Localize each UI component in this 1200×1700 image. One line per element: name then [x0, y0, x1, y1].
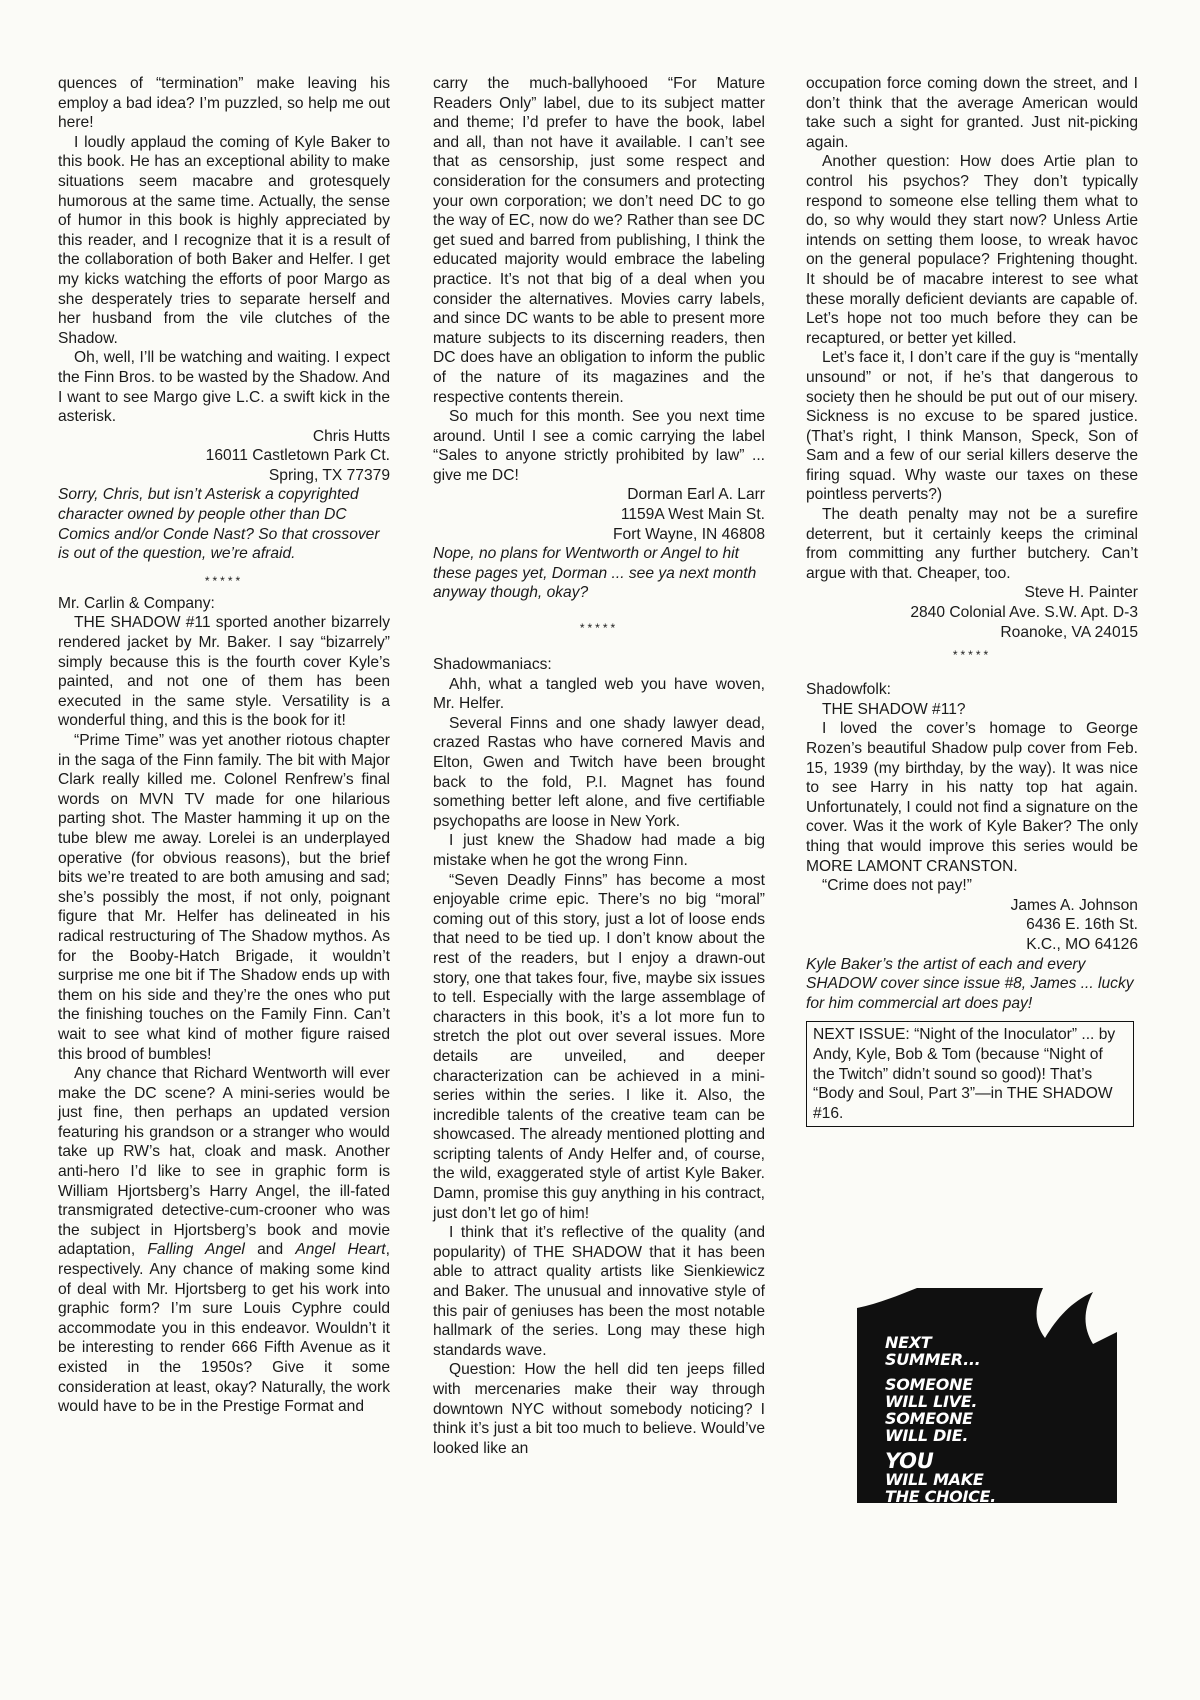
letter-signature	[433, 485, 765, 544]
letter-paragraph: carry the much-ballyhooed “For Mature Readers Only” label, due to its subject matter and theme; I’d prefer to have the book, label and all, than not have it available. I can’t see that as censorship, just some respect and consideration for the consumers and protecting your own corporation; we don’t need DC to go the way of EC, now do we? Rather than see DC get sued and barred from publishing, I think the educated majority would embrace the labeling practice. It’s not that big of a deal when you consider the alternatives. Movies carry labels, and since DC wants to be able to present more mature subjects to its discerning readers, then DC does have an obligation to inform the public of the nature of its magazines and the respective contents therein.	[433, 75, 765, 406]
letter-salutation: Mr. Carlin & Company:	[58, 594, 215, 612]
promo-line: NEXT	[885, 1333, 932, 1352]
promo-line: SOMEONE	[885, 1375, 973, 1394]
signature-address: 1159A West Main St.	[620, 506, 765, 524]
signature-address: 6436 E. 16th St.	[1026, 916, 1138, 934]
letter-paragraph	[58, 1064, 390, 1417]
section-divider: *****	[579, 621, 619, 636]
promo-line: YOU	[885, 1449, 934, 1473]
promo-line: THE CHOICE.	[885, 1487, 996, 1506]
signature-city: Fort Wayne, IN 46808	[613, 525, 765, 543]
text-run: and	[244, 1241, 296, 1259]
letter-paragraph: I loudly applaud the coming of Kyle Baker to this book. He has an exceptional ability to make situations seem macabre and grotesquely humorous at the same time. Actually, the sense of humor in this book is highly appreciated by this reader, and I recognize that it is a result of the collaboration of both Baker and Helfer. I get my kicks watching the efforts of poor Margo as she desperately tries to separate herself and her husband from the vile clutches of the Shadow.	[58, 133, 390, 347]
letter-paragraph: I loved the cover’s homage to George Rozen’s beautiful Shadow pulp cover from Feb. 15, 1939 (my birthday, by the way). It was nice to see Harry in his natty top hat again. Unfortunately, I could not find a signature on the cover. Was it the work of Kyle Baker? The only thing that would improve this series would be MORE LAMONT CRANSTON.	[806, 720, 1138, 875]
signature-city: Roanoke, VA 24015	[1000, 623, 1138, 641]
letter-paragraph: “Crime does not pay!”	[822, 877, 972, 895]
letter-paragraph: The death penalty may not be a surefire deterrent, but it certainly keeps the criminal from committing any further butchery. Can’t argue with that. Cheaper, too.	[806, 506, 1138, 582]
promo-line: SUMMER...	[885, 1350, 981, 1369]
signature-name: Chris Hutts	[312, 427, 390, 445]
promo-line: WILL LIVE.	[885, 1392, 978, 1411]
section-divider: *****	[952, 648, 992, 663]
letter-salutation: Shadowmaniacs:	[433, 656, 552, 674]
text-run: Any chance that Richard Wentworth will ever make the DC scene? A mini-series would be just fine, then perhaps an updated version featuring his grandson or a stranger who would take up RW’s hat, cloak and mask. Another anti-hero I’d like to see in graphic form is William Hjortsberg’s Harry Angel, the ill-fated transmigrated detective-cum-crooner who was the subject in Hjortsberg’s book and movie adaptation,	[58, 1065, 390, 1259]
section-divider: *****	[204, 573, 244, 588]
promo-ad	[857, 1288, 1117, 1506]
letter-paragraph: Another question: How does Artie plan to control his psychos? They don’t typically respond to someone else telling them what to do, so why would they start now? Unless Artie intends on setting them loose, to wreak havoc on the general populace? Frightening thought. It should be of macabre interest to see what these morally deficient deviants are capable of. Let’s hope not too much before they can be recaptured, or better yet killed.	[806, 153, 1138, 347]
letter-paragraph: quences of “termination” make leaving his employ a bad idea? I’m puzzled, so help me out here!	[58, 75, 390, 132]
letter-paragraph: “Seven Deadly Finns” has become a most enjoyable crime epic. There’s no big “moral” coming out of this story, just a lot of loose ends that need to be tied up. I don’t know about the rest of the readers, but I enjoy a drawn-out story, one that takes four, five, maybe six issues to tell. Especially with the large assemblage of characters in this book, it’s a lot more fun to stretch the plot out over several issues. More details are unveiled, and deeper characterization can be achieved in a mini-series within the series. I like it. Also, the incredible talents of the creative team can be showcased. The already mentioned plotting and scripting talents of Andy Helfer and, of course, the wild, exaggerated style of artist Kyle Baker. Damn, promise this guy anything in his contract, just don’t let go of him!	[433, 871, 765, 1222]
editor-reply: Nope, no plans for Wentworth or Angel to hit these pages yet, Dorman ... see ya next month anyway though, okay?	[433, 545, 757, 602]
letter-paragraph: Ahh, what a tangled web you have woven, Mr. Helfer.	[433, 675, 765, 713]
signature-name: Dorman Earl A. Larr	[627, 486, 765, 504]
letter-paragraph: So much for this month. See you next time around. Until I see a comic carrying the label “Sales to anyone strictly prohibited by law” ... give me DC!	[433, 408, 765, 484]
letter-signature	[58, 427, 390, 486]
signature-address: 16011 Castletown Park Ct.	[205, 447, 390, 465]
column-2	[433, 74, 765, 1458]
movie-title: Angel Heart	[295, 1241, 386, 1259]
letter-paragraph: Let’s face it, I don’t care if the guy is “mentally unsound” or not, if he’s that dangerous to society then he should be put out of our misery. Sickness is no excuse to be spared justice. (That’s right, I think Manson, Speck, Son of Sam and a few of our serial killers deserve the firing squad. Why waste our taxes on these pointless perverts?)	[806, 349, 1138, 504]
letter-salutation: Shadowfolk:	[806, 681, 891, 699]
editor-reply: Sorry, Chris, but isn’t Asterisk a copyrighted character owned by people other than DC Comics and/or Conde Nast? So that crossover is out of the question, we’re afraid.	[58, 486, 380, 563]
signature-name: James A. Johnson	[1010, 896, 1138, 914]
next-issue-box	[806, 1021, 1134, 1127]
signature-name: Steve H. Painter	[1024, 584, 1138, 602]
column-1	[58, 74, 390, 1417]
letter-paragraph: THE SHADOW #11 sported another bizarrely rendered jacket by Mr. Baker. I say “bizarrely” simply because this is the fourth cover Kyle’s painted, and not one of them has been executed in the same style. Versatility is a wonderful thing, and this is the book for it!	[58, 614, 390, 730]
promo-text	[885, 1334, 996, 1505]
text-run: , respectively. Any chance of making some kind of deal with Mr. Hjortsberg to get his work into graphic form? I’m sure Louis Cyphre could accommodate you in this endeavor. Wouldn’t it be interesting to render 666 Fifth Avenue as it existed in the 1950s? Give it some consideration at least, okay? Naturally, the work would have to be in the Prestige Format and	[58, 1241, 390, 1416]
letter-signature	[806, 896, 1138, 955]
letter-paragraph: occupation force coming down the street, and I don’t think that the average American would take such a sight for granted. Just nit-picking again.	[806, 75, 1138, 151]
letter-paragraph: “Prime Time” was yet another riotous chapter in the saga of the Finn family. The bit with Major Clark really killed me. Colonel Renfrew’s final words on MVN TV made for one hilarious parting shot. The Master hamming it up on the tube blew me away. Lorelei is an underplayed operative (for obvious reasons), but the brief bits we’re treated to are both amusing and sad; she’s possibly the most, if not only, poignant figure that Mr. Helfer has delineated in his radical restructuring of The Shadow mythos. As for the Booby-Hatch Brigade, it wouldn’t surprise me one bit if The Shadow ends up with them on his side and they’re the ones who put the finishing touches on the Family Finn. Can’t wait to see what kind of mother figure raised this brood of bumbles!	[58, 732, 390, 1063]
signature-city: Spring, TX 77379	[268, 466, 390, 484]
letter-paragraph: Oh, well, I’ll be watching and waiting. I expect the Finn Bros. to be wasted by the Shadow. And I want to see Margo give L.C. a swift kick in the asterisk.	[58, 349, 391, 426]
letter-paragraph: Several Finns and one shady lawyer dead, crazed Rastas who have cornered Mavis and Elton, Gwen and Twitch have been brought back to the fold, P.I. Magnet has found something better left alone, and five certifiable psychopaths are loose in New York.	[433, 714, 765, 830]
letter-paragraph: I just knew the Shadow had made a big mistake when he got the wrong Finn.	[433, 832, 765, 869]
editor-reply: Kyle Baker’s the artist of each and every SHADOW cover since issue #8, James ... lucky for him commercial art does pay!	[806, 955, 1134, 1012]
next-issue-text: NEXT ISSUE: “Night of the Inoculator” ... by Andy, Kyle, Bob & Tom (because “Night of the Twitch” didn’t sound so good)! That’s “Body and Soul, Part 3”—in THE SHADOW #16.	[813, 1026, 1116, 1122]
signature-city: K.C., MO 64126	[1026, 935, 1138, 953]
column-3	[806, 74, 1138, 1127]
letter-paragraph: THE SHADOW #11?	[822, 700, 966, 718]
letter-signature	[806, 583, 1138, 642]
book-title: Falling Angel	[147, 1241, 245, 1259]
promo-line: SOMEONE	[885, 1409, 973, 1428]
promo-line: WILL DIE.	[885, 1426, 969, 1445]
promo-line: WILL MAKE	[885, 1470, 984, 1489]
signature-address: 2840 Colonial Ave. S.W. Apt. D-3	[910, 604, 1138, 622]
letter-paragraph: I think that it’s reflective of the quality (and popularity) of THE SHADOW that it has been able to attract quality artists like Sienkiewicz and Baker. The unusual and innovative style of this pair of geniuses has been the most notable hallmark of the series. Long may these high standards wave.	[433, 1224, 765, 1359]
letter-paragraph: Question: How the hell did ten jeeps filled with mercenaries make their way through downtown NYC without somebody noticing? I think it’s just a bit too much to believe. Would’ve looked like an	[433, 1361, 765, 1457]
